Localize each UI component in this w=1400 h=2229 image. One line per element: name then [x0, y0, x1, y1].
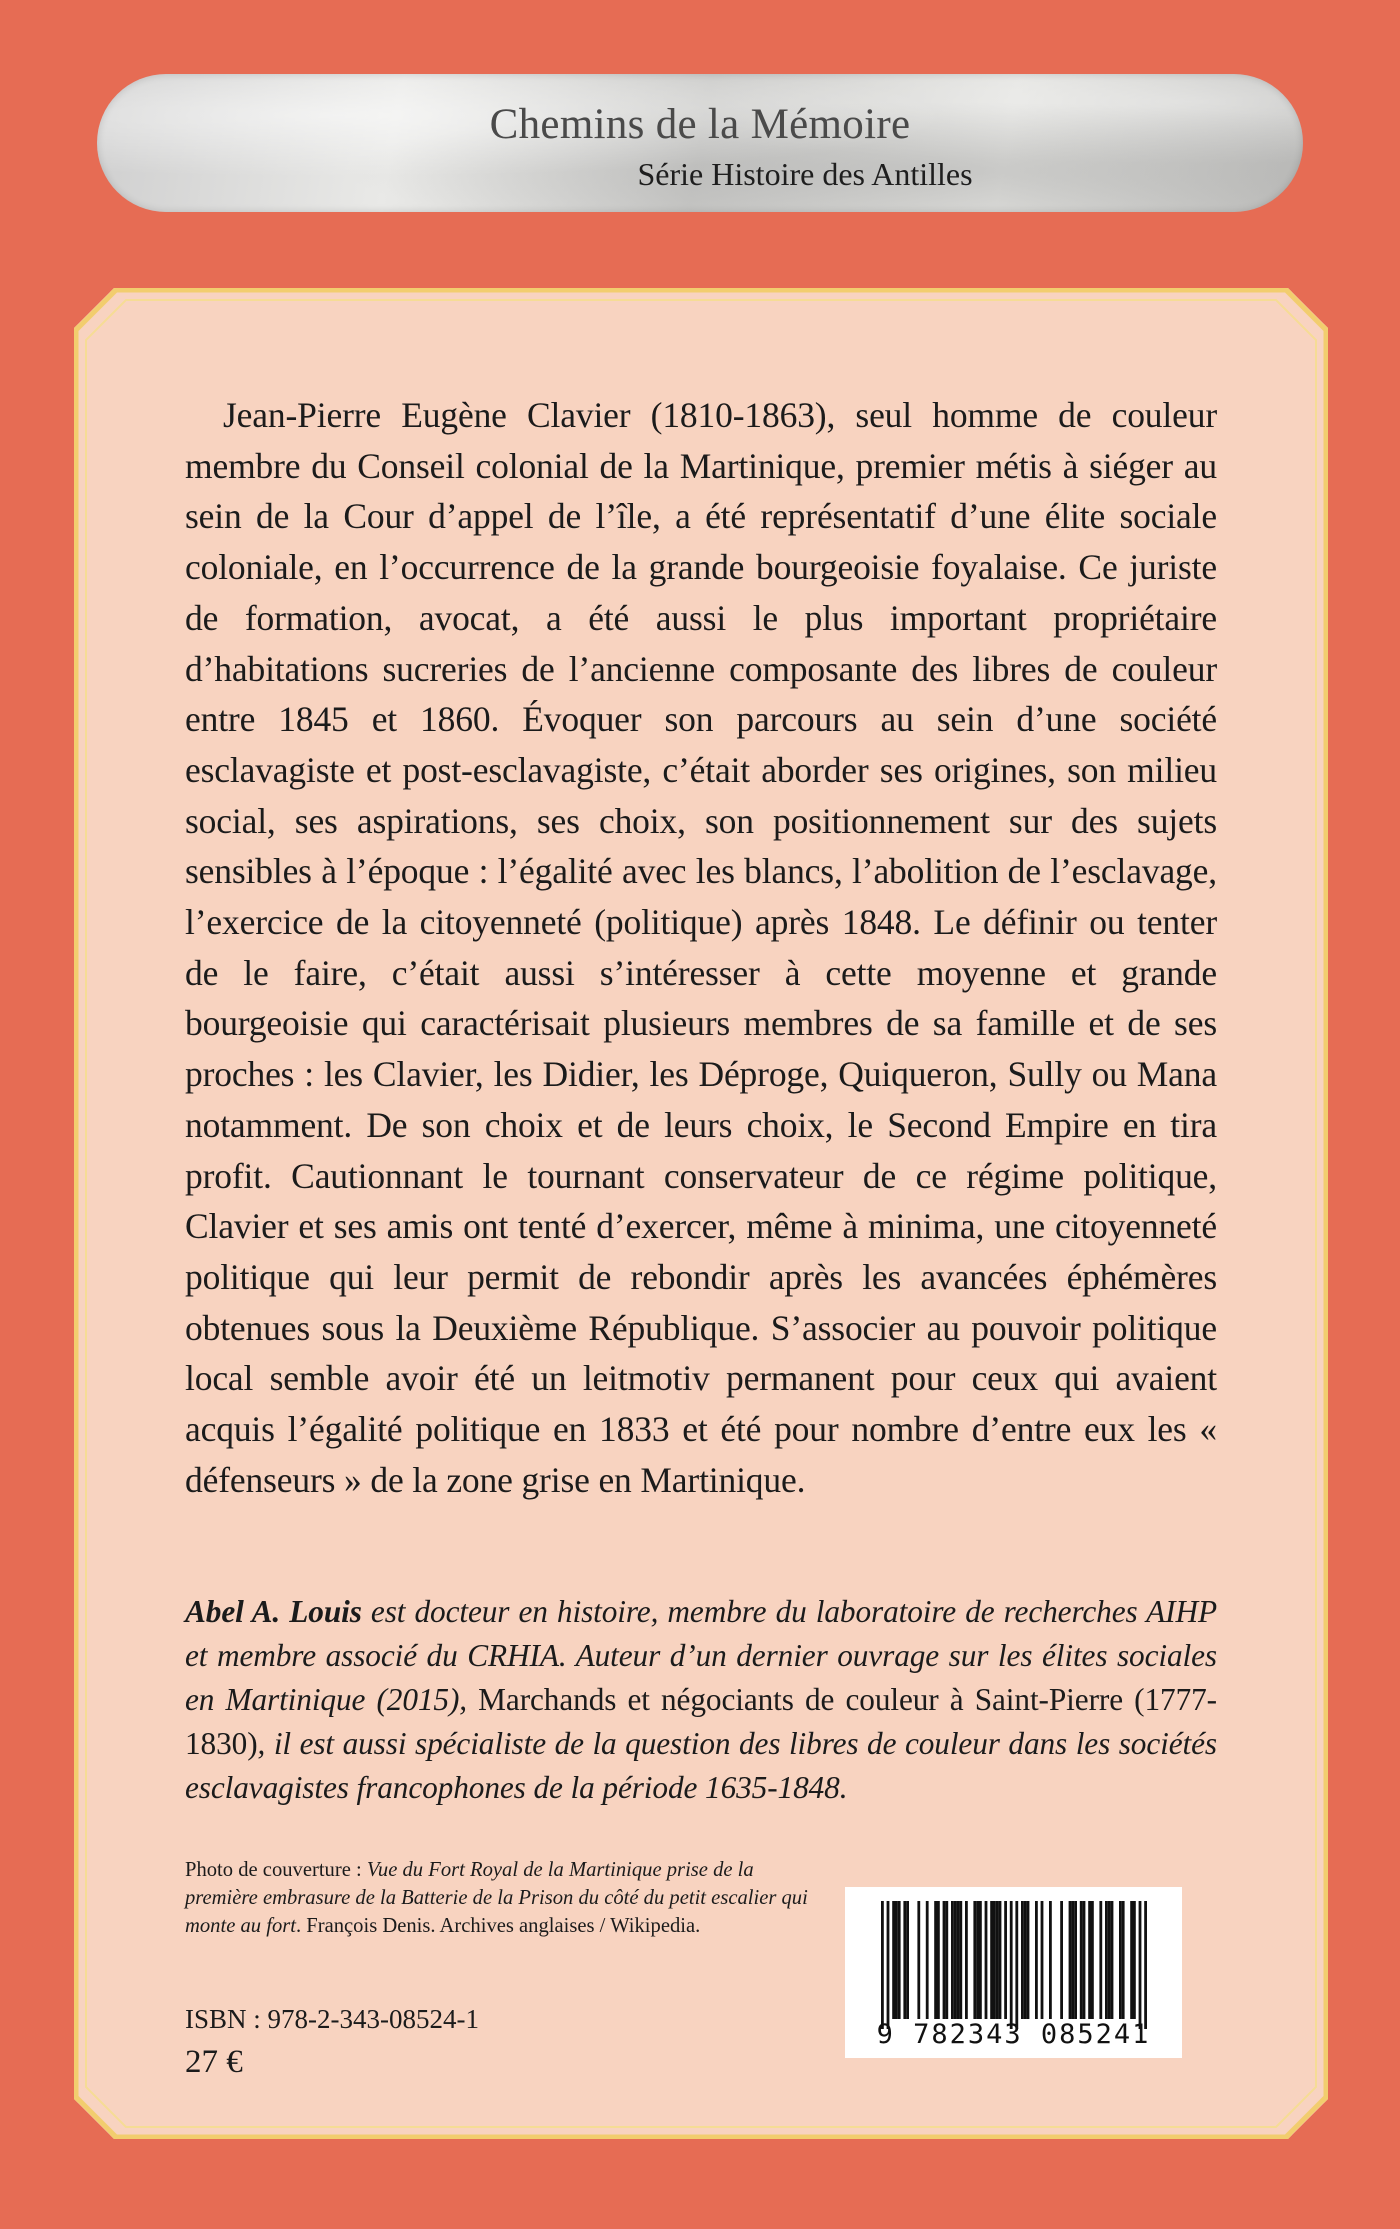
author-bio-text: est docteur en histoire, membre du laboratoire de recherches AIHP et membre associé du CRHIA. Auteur d’un dernier ouvrage sur les élites sociales en Martinique (2015),: [185, 1594, 1217, 1717]
barcode-bar: [1071, 1901, 1074, 2019]
barcode-digits: 9 782343 085241: [876, 2019, 1151, 2050]
barcode-bar: [1108, 1901, 1111, 2019]
barcode-bar: [1027, 1901, 1030, 2019]
barcode-bar: [1021, 1901, 1024, 2019]
barcode-bar: [985, 1901, 988, 2019]
barcode-bar: [1099, 1901, 1102, 2019]
barcode-bar: [954, 1901, 957, 2019]
photo-credit-caption: Vue du Fort Royal de la Martinique prise de la première embrasure de la Batterie de la Prison du côté du petit escalier qui monte au fort: [185, 1859, 808, 1937]
barcode-bar: [1139, 1901, 1142, 2029]
barcode-bar: [957, 1901, 960, 2019]
barcode-bar: [1080, 1901, 1083, 2019]
barcode-bar: [906, 1901, 909, 2019]
photo-credit-label: Photo de couverture :: [185, 1859, 367, 1881]
barcode-bar: [1004, 1901, 1007, 2019]
book-price: 27 €: [185, 2044, 243, 2080]
barcode-bar: [1130, 1901, 1133, 2019]
author-bio-text-continued: , il est aussi spécialiste de la question des libres de couleur dans les sociétés esclavagistes francophones de la période 1635-1848.: [185, 1726, 1217, 1805]
isbn-number: ISBN : 978-2-343-08524-1: [185, 2004, 479, 2034]
barcode-bar: [996, 1901, 999, 2019]
barcode-bar: [926, 1901, 929, 2019]
barcode-bar: [959, 1901, 962, 2019]
barcode-bar: [934, 1901, 937, 2019]
barcode-bar: [1049, 1901, 1052, 2019]
barcode-bar: [1060, 1901, 1063, 2019]
barcode-bar: [979, 1901, 982, 2019]
barcode-bar: [990, 1901, 993, 2019]
barcode-bar: [1105, 1901, 1108, 2019]
barcode-bar: [1111, 1901, 1114, 2019]
barcode-bar: [945, 1901, 948, 2019]
barcode-bar: [1119, 1901, 1122, 2019]
barcode-bar: [898, 1901, 901, 2019]
series-banner: [97, 74, 1303, 212]
barcode-bar: [999, 1901, 1002, 2019]
barcode-bar: [976, 1901, 979, 2019]
barcode-bar: [1015, 1901, 1018, 2029]
series-subtitle: Série Histoire des Antilles: [637, 156, 973, 192]
series-title: Chemins de la Mémoire: [489, 101, 911, 148]
barcode-bar: [965, 1901, 968, 2019]
barcode-bar: [881, 1901, 884, 2029]
barcode-bar: [895, 1901, 898, 2019]
barcode-bar: [951, 1901, 954, 2019]
barcode-bar: [1144, 1901, 1147, 2029]
isbn-barcode: [845, 1887, 1182, 2058]
author-previous-book-title: Marchands et négociants de couleur à Saint-Pierre (1777-1830): [185, 1682, 1217, 1761]
barcode-bar: [937, 1901, 940, 2019]
author-biography: [185, 1590, 1217, 1810]
barcode-bar: [1035, 1901, 1038, 2019]
barcode-bar: [1024, 1901, 1027, 2019]
barcode-bar: [1074, 1901, 1077, 2019]
barcode-bar: [1010, 1901, 1013, 2029]
book-summary: Jean-Pierre Eugène Clavier (1810-1863), seul homme de couleur membre du Conseil colonial de la Martinique, premier métis à siéger au sein de la Cour d’appel de l’île, a été représentatif d’une élite sociale coloniale, en l’occurrence de la grande bourgeoisie foyalaise. Ce juriste de formation, avocat, a été aussi le plus important propriétaire d’habitations sucreries de l’ancienne composante des libres de couleur entre 1845 et 1860. Évoquer son parcours au sein d’une société esclavagiste et post-esclavagiste, c’était aborder ses origines, son milieu social, ses aspirations, ses choix, son positionnement sur des sujets sensibles à l’époque : l’égalité avec les blancs, l’abolition de l’esclavage, l’exercice de la citoyenneté (politique) après 1848. Le définir ou tenter de le faire, c’était aussi s’intéresser à cette moyenne et grande bourgeoisie qui caractérisait plusieurs membres de sa famille et de ses proches : les Clavier, les Didier, les Déproge, Quiqueron, Sully ou Mana notamment. De son choix et de leurs choix, le Second Empire en tira profit. Cautionnant le tournant conservateur de ce régime politique, Clavier et ses amis ont tenté d’exercer, même à minima, une citoyenneté politique qui leur permit de rebondir après les avancées éphémères obtenues sous la Deuxième République. S’associer au pouvoir politique local semble avoir été un leitmotiv permanent pour ceux qui avaient acquis l’égalité politique en 1833 et été pour nombre d’entre eux les « défenseurs » de la zone grise en Martinique.: [185, 395, 1217, 1500]
barcode-bar: [1069, 1901, 1072, 2019]
photo-credit-source: . François Denis. Archives anglaises / Wikipedia.: [295, 1915, 701, 1937]
barcode-bar: [1133, 1901, 1136, 2019]
cover-photo-credit: [185, 1856, 821, 1940]
barcode-bar: [973, 1901, 976, 2019]
author-name: Abel A. Louis: [185, 1594, 362, 1629]
barcode-bar: [1122, 1901, 1125, 2019]
barcode-bar: [1083, 1901, 1086, 2019]
barcode-bar: [917, 1901, 920, 2019]
barcode-bar: [892, 1901, 895, 2019]
barcode-bar: [1041, 1901, 1044, 2019]
barcode-bar: [1091, 1901, 1094, 2019]
barcode-bar: [1088, 1901, 1091, 2019]
barcode-bar: [993, 1901, 996, 2019]
barcode-bar: [943, 1901, 946, 2019]
barcode-bar: [887, 1901, 890, 2029]
barcode-bar: [903, 1901, 906, 2019]
